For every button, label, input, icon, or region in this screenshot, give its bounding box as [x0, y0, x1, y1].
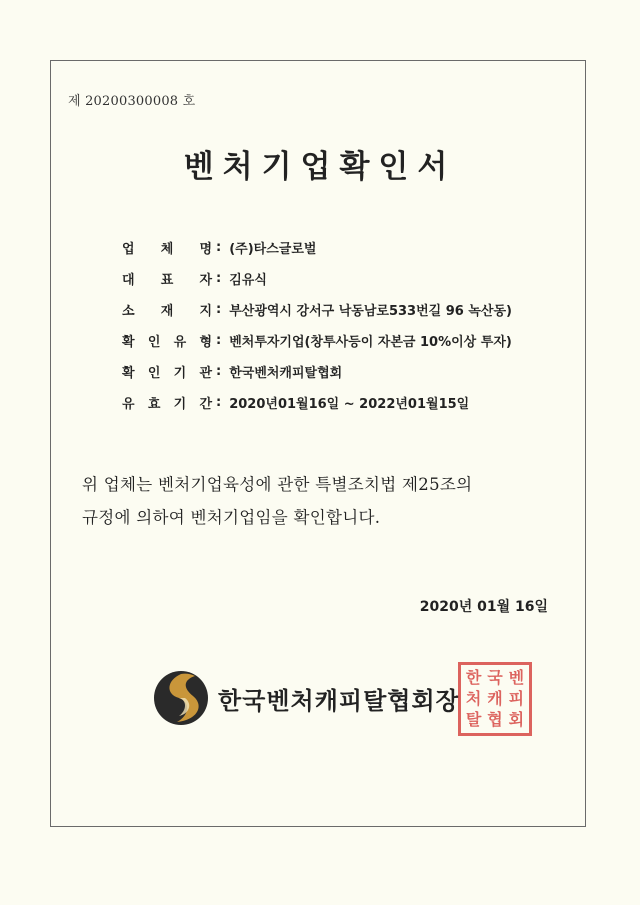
- field-value: 벤처투자기업(창투사등이 자본금 10%이상 투자): [229, 335, 512, 350]
- field-colon: :: [216, 302, 222, 317]
- kvca-logo-icon: [153, 670, 209, 726]
- field-label: 확 인 유 형: [122, 335, 212, 350]
- field-row: [122, 387, 512, 418]
- statement-line-2: 규정에 의하여 벤처기업임을 확인합니다.: [82, 508, 381, 527]
- field-colon: :: [216, 364, 222, 379]
- certificate-fields: [122, 232, 512, 418]
- field-value: 2020년01월16일 ~ 2022년01월15일: [229, 397, 470, 412]
- field-label: 확 인 기 관: [122, 366, 212, 381]
- organization-name: 한국벤처캐피탈협회장: [218, 687, 460, 715]
- field-value: 부산광역시 강서구 낙동남로533번길 96 녹산동): [229, 304, 512, 319]
- field-label: 소 재 지: [122, 304, 212, 319]
- field-colon: :: [216, 333, 222, 348]
- field-colon: :: [216, 395, 222, 410]
- field-value: (주)타스글로벌: [229, 242, 317, 257]
- field-label: 업 체 명: [122, 242, 212, 257]
- certificate-statement: [82, 468, 582, 534]
- field-value: 한국벤처캐피탈협회: [229, 366, 343, 381]
- field-row: [122, 263, 512, 294]
- field-value: 김유식: [229, 273, 267, 288]
- field-row: [122, 232, 512, 263]
- field-row: [122, 356, 512, 387]
- field-label: 대 표 자: [122, 273, 212, 288]
- field-colon: :: [216, 271, 222, 286]
- issue-date: 2020년 01월 16일: [419, 599, 548, 615]
- certificate-number: 제 20200300008 호: [68, 94, 196, 109]
- official-seal-stamp: 한 국 벤 처 캐 피 탈 협 회: [458, 662, 532, 736]
- field-colon: :: [216, 240, 222, 255]
- field-row: [122, 325, 512, 356]
- certificate-title: 벤처기업확인서: [183, 149, 457, 185]
- field-label: 유 효 기 간: [122, 397, 212, 412]
- statement-line-1: 위 업체는 벤처기업육성에 관한 특별조치법 제25조의: [82, 475, 473, 494]
- field-row: [122, 294, 512, 325]
